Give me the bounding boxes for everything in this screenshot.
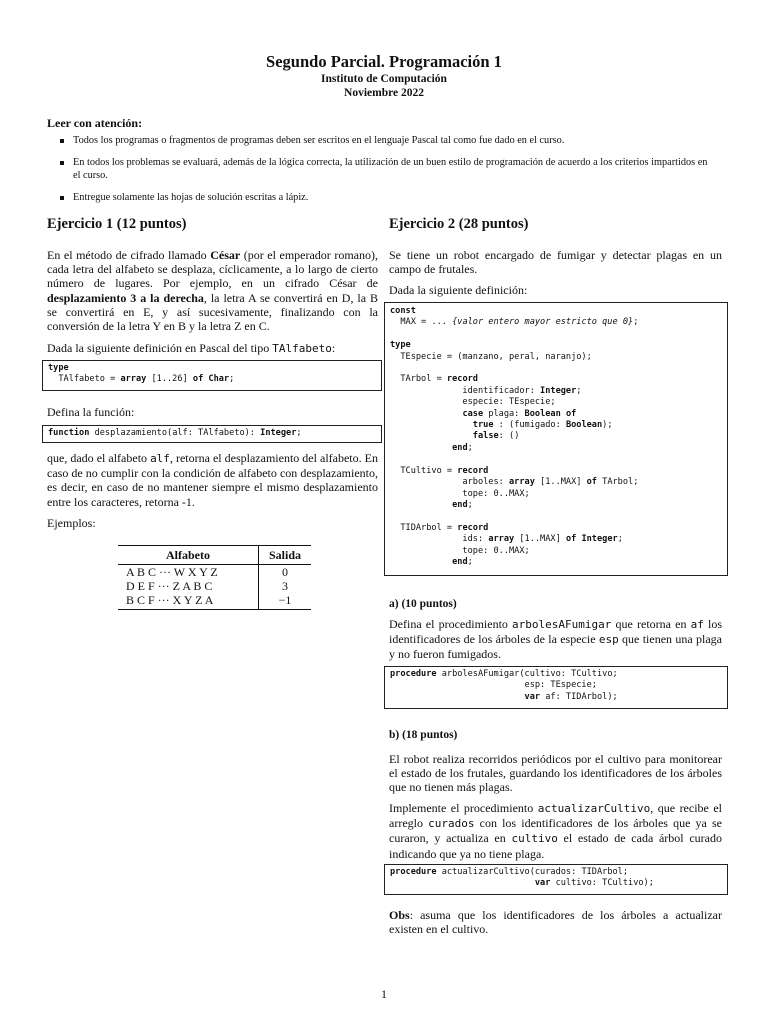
exercise-1-paragraph-1: En el método de cifrado llamado César (por el emperador romano), cada letra del alfabeto se desplaza, cíclicamente, a lo largo de cierto número de lugares. Por ejemplo, en un cifrado César de desplazamiento 3 a la derecha, la letra A se convertirá en D, la B se convertirá en E, y así sucesivamente, finalizando con la conversión de la letra Y en B y la letra Z en C. xyxy=(47,248,379,334)
table-row xyxy=(118,565,311,580)
part-b-paragraph-1: El robot realiza recorridos periódicos por el cultivo para monitorear el estado de los frutales, guardando los identificadores de los árboles que no tienen más plagas. xyxy=(389,752,722,795)
table-row xyxy=(118,593,311,610)
part-b-title: b) (18 puntos) xyxy=(389,729,458,741)
exam-date: Noviembre 2022 xyxy=(344,87,424,99)
table-cell: 3 xyxy=(259,579,312,593)
function-signature-code: function desplazamiento(alf: TAlfabeto): Integer; xyxy=(42,425,382,443)
part-a-paragraph: Defina el procedimiento arbolesAFumigar que retorna en af los identificadores de los árboles de la especie esp que tienen una plaga y no fueron fumigados. xyxy=(389,617,722,662)
exercise-1-paragraph-2: Dada la siguiente definición en Pascal del tipo TAlfabeto: xyxy=(47,341,336,355)
exercise-2-title: Ejercicio 2 (28 puntos) xyxy=(389,216,529,232)
exercise-1-paragraph-3: Defina la función: xyxy=(47,405,135,419)
exercise-2-paragraph-2: Dada la siguiente definición: xyxy=(389,283,528,297)
instructions-list xyxy=(60,134,730,213)
part-b-paragraph-2: Implemente el procedimiento actualizarCultivo, que recibe el arreglo curados con los identificadores de los árboles que ya se curaron, y actualiza en cultivo el estado de cada árbol curado indicando que ya no tiene plaga. xyxy=(389,801,723,861)
procedure-a-code: procedure arbolesAFumigar(cultivo: TCultivo; esp: TEspecie; var af: TIDArbol); xyxy=(384,666,728,709)
table-cell: D E F ··· Z A B C xyxy=(126,579,213,593)
exercise-2-paragraph-1: Se tiene un robot encargado de fumigar y detectar plagas en un campo de frutales. xyxy=(389,248,722,277)
type-definition-code: type TAlfabeto = array [1..26] of Char; xyxy=(42,360,382,391)
instruction-item: Entregue solamente las hojas de solución escritas a lápiz. xyxy=(60,191,730,204)
definitions-code: const MAX = ... {valor entero mayor estricto que 0}; type TEspecie = (manzano, peral, naranjo); TArbol = record identificador: Integer; especie: TEspecie; case plaga: Boolean of true : (fumigado: Boolean); false: () end; TCultivo = record arboles: array [1..MAX] of TArbol; tope: 0..MAX; end; TIDArbol = record ids: array [1..MAX] of Integer; tope: 0..MAX; end; xyxy=(384,302,728,576)
exercise-1-title: Ejercicio 1 (12 puntos) xyxy=(47,216,187,232)
table-row xyxy=(118,579,311,593)
instructions-heading: Leer con atención: xyxy=(47,116,143,130)
table-cell: −1 xyxy=(259,593,312,610)
exercise-1-paragraph-4: que, dado el alfabeto alf, retorna el desplazamiento del alfabeto. En caso de no cumplir con la condición de alfabeto con desplazamiento, es decir, en caso de no mantener siempre el mismo desplazamiento entre los caracteres, retorna -1. xyxy=(47,451,378,509)
examples-table xyxy=(118,545,311,610)
table-cell: 0 xyxy=(259,565,312,580)
institute-name: Instituto de Computación xyxy=(321,73,447,85)
observation-note: Obs: asuma que los identificadores de los árboles a actualizar existen en el cultivo. xyxy=(389,908,722,937)
table-cell: B C F ··· X Y Z A xyxy=(118,593,259,610)
table-header: Alfabeto xyxy=(118,546,259,565)
page-number: 1 xyxy=(381,987,387,1001)
instruction-item: Todos los programas o fragmentos de programas deben ser escritos en el lenguaje Pascal tal como fue dado en el curso. xyxy=(60,134,730,147)
examples-label: Ejemplos: xyxy=(47,516,96,530)
table-cell: A B C ··· W X Y Z xyxy=(126,565,218,579)
part-a-title: a) (10 puntos) xyxy=(389,598,457,610)
instruction-item: En todos los problemas se evaluará, además de la lógica correcta, la utilización de un buen estilo de programación de acuerdo a los criterios impartidos en el curso. xyxy=(60,156,730,182)
table-header: Salida xyxy=(259,546,312,565)
page-title: Segundo Parcial. Programación 1 xyxy=(266,52,502,71)
procedure-b-code: procedure actualizarCultivo(curados: TIDArbol; var cultivo: TCultivo); xyxy=(384,864,728,895)
